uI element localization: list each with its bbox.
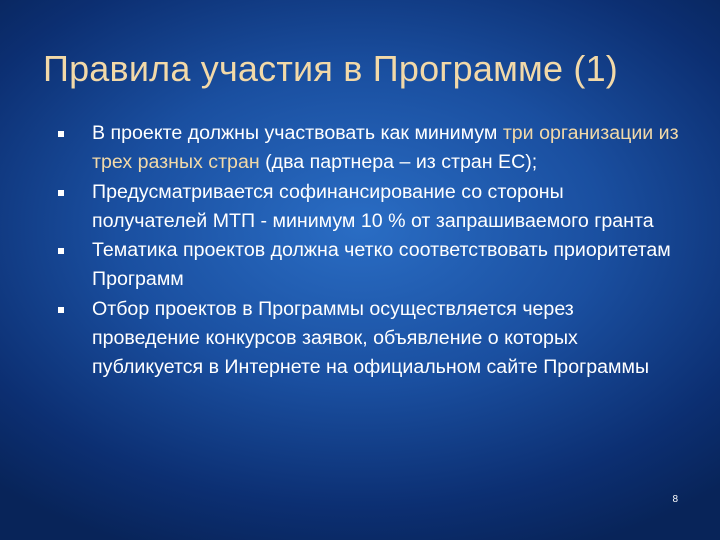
bullet-text: Отбор проектов в Программы осуществляется через проведение конкурсов заявок, объявление о которых публикуется в Интернете на официальном сайте Программы	[92, 297, 650, 379]
bullet-text-end: (два партнера – из стран ЕС);	[259, 151, 538, 174]
bullet-item	[50, 236, 680, 295]
square-bullet-icon	[58, 131, 64, 137]
bullet-text: Тематика проектов должна четко соответствовать приоритетам Программ	[92, 239, 671, 291]
bullet-item	[50, 295, 680, 383]
bullet-list	[50, 119, 680, 383]
square-bullet-icon	[58, 190, 64, 196]
bullet-item	[50, 119, 680, 178]
bullet-highlight: три организации из трех разных стран	[92, 122, 679, 174]
bullet-text: Предусматривается софинансирование со стороны получателей МТП - минимум 10 % от запрашиваемого гранта	[92, 180, 654, 232]
square-bullet-icon	[58, 307, 64, 313]
slide-title: Правила участия в Программе (1)	[43, 48, 618, 89]
bullet-item	[50, 178, 680, 237]
square-bullet-icon	[58, 248, 64, 254]
page-number: 8	[672, 494, 678, 505]
bullet-text: В проекте должны участвовать как минимум	[92, 122, 503, 144]
